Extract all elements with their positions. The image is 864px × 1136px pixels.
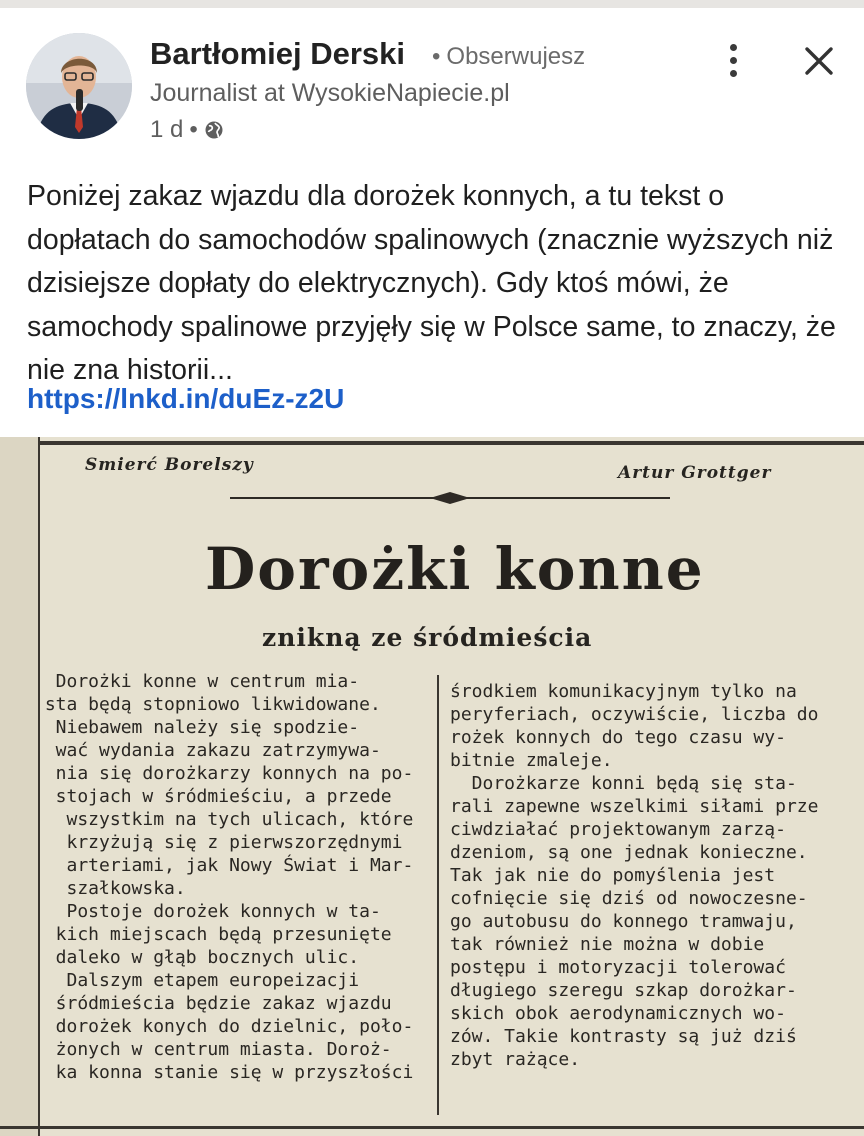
author-avatar[interactable]: [26, 33, 132, 139]
clipping-text-line: dorożek konych do dzielnic, poło-: [34, 1016, 414, 1037]
clipping-text-line: daleko w głąb bocznych ulic.: [34, 947, 360, 968]
follow-status: [432, 43, 585, 71]
clipping-text-line: Dorożkarze konni będą się sta-: [450, 773, 797, 794]
clipping-text-line: ka konna stanie się w przyszłości: [34, 1062, 414, 1083]
clipping-text-line: nia się dorożkarzy konnych na po-: [34, 763, 414, 784]
clipping-text-line: zów. Takie kontrasty są już dziś: [450, 1026, 797, 1047]
clipping-text-line: arteriami, jak Nowy Świat i Mar-: [34, 855, 414, 876]
clipping-text-line: śródmieścia będzie zakaz wjazdu: [34, 993, 392, 1014]
clipping-text-line: zbyt rażące.: [450, 1049, 581, 1070]
clipping-headline: Dorożki konne: [205, 535, 705, 603]
dot-icon: [730, 44, 737, 51]
post-time: 1 d: [150, 116, 184, 143]
follow-status-label: Obserwujesz: [446, 43, 586, 70]
clipping-text-line: Tak jak nie do pomyślenia jest: [450, 865, 776, 886]
clipping-text-line: peryferiach, oczywiście, liczba do: [450, 704, 819, 725]
clipping-text-line: Dalszym etapem europeizacji: [34, 970, 360, 991]
author-name[interactable]: Bartłomiej Derski: [150, 36, 405, 71]
clipping-text-line: sta będą stopniowo likwidowane.: [34, 694, 381, 715]
post-meta: [150, 116, 224, 144]
clipping-text-line: go autobusu do konnego tramwaju,: [450, 911, 797, 932]
clipping-subheadline: znikną ze śródmieścia: [262, 623, 593, 652]
close-icon[interactable]: [800, 42, 838, 80]
clipping-text-line: rożek konnych do tego czasu wy-: [450, 727, 786, 748]
clipping-column-rule: [437, 675, 439, 1115]
clipping-text-line: bitnie zmaleje.: [450, 750, 613, 771]
post-text: Poniżej zakaz wjazdu dla dorożek konnych, a tu tekst o dopłatach do samochodów spalinowych (znacznie wyższych niż dzisiejsze dopłaty do elektrycznych). Gdy ktoś mówi, że samochody spalinowe przyjęły się w Polsce same, to znaczy, że nie zna historii...: [27, 180, 836, 386]
clipping-bottom-rule: [0, 1126, 864, 1129]
clipping-text-line: środkiem komunikacyjnym tylko na: [450, 681, 797, 702]
top-divider: [0, 0, 864, 8]
clipping-text-line: ciwdziałać projektowanym zarzą-: [450, 819, 786, 840]
clipping-top-rule: [38, 441, 864, 445]
post-link[interactable]: https://lnkd.in/duEz-z2U: [27, 383, 345, 414]
dot-icon: [730, 70, 737, 77]
clipping-text-line: wszystkim na tych ulicach, które: [34, 809, 414, 830]
clipping-text-line: długiego szeregu szkap dorożkar-: [450, 980, 797, 1001]
separator-dot: •: [189, 116, 198, 143]
clipping-text-line: cofnięcie się dziś od nowoczesne-: [450, 888, 808, 909]
clipping-text-line: Dorożki konne w centrum mia-: [34, 671, 360, 692]
clipping-text-line: krzyżują się z pierwszorzędnymi: [34, 832, 403, 853]
separator-dot: •: [432, 43, 441, 70]
clipping-text-line: tak również nie można w dobie: [450, 934, 765, 955]
clipping-text-line: żonych w centrum miasta. Doroż-: [34, 1039, 392, 1060]
clipping-text-line: rali zapewne wszelkimi siłami prze: [450, 796, 819, 817]
post-image-newspaper-clipping[interactable]: [0, 437, 864, 1136]
clipping-left-column: [34, 670, 413, 1084]
clipping-text-line: dzeniom, są one jednak konieczne.: [450, 842, 808, 863]
author-headline: Journalist at WysokieNapiecie.pl: [150, 79, 510, 107]
clipping-text-line: stojach w śródmieściu, a przede: [34, 786, 392, 807]
clipping-top-left-caption: Smierć Borelszy: [85, 455, 254, 475]
clipping-text-line: Niebawem należy się spodzie-: [34, 717, 360, 738]
clipping-text-line: kich miejscach będą przesunięte: [34, 924, 392, 945]
clipping-right-column: [450, 680, 818, 1071]
dot-icon: [730, 57, 737, 64]
avatar-photo: [26, 33, 132, 139]
clipping-ornament-rule: [230, 491, 670, 505]
clipping-text-line: wać wydania zakazu zatrzymywa-: [34, 740, 381, 761]
globe-icon: [204, 120, 224, 140]
clipping-text-line: Postoje dorożek konnych w ta-: [34, 901, 381, 922]
clipping-text-line: skich obok aerodynamicznych wo-: [450, 1003, 786, 1024]
clipping-text-line: postępu i motoryzacji tolerować: [450, 957, 786, 978]
clipping-left-margin: [0, 437, 38, 1136]
clipping-top-right-caption: Artur Grottger: [618, 463, 772, 483]
clipping-text-line: szałkowska.: [34, 878, 186, 899]
more-options-button[interactable]: [716, 40, 750, 80]
